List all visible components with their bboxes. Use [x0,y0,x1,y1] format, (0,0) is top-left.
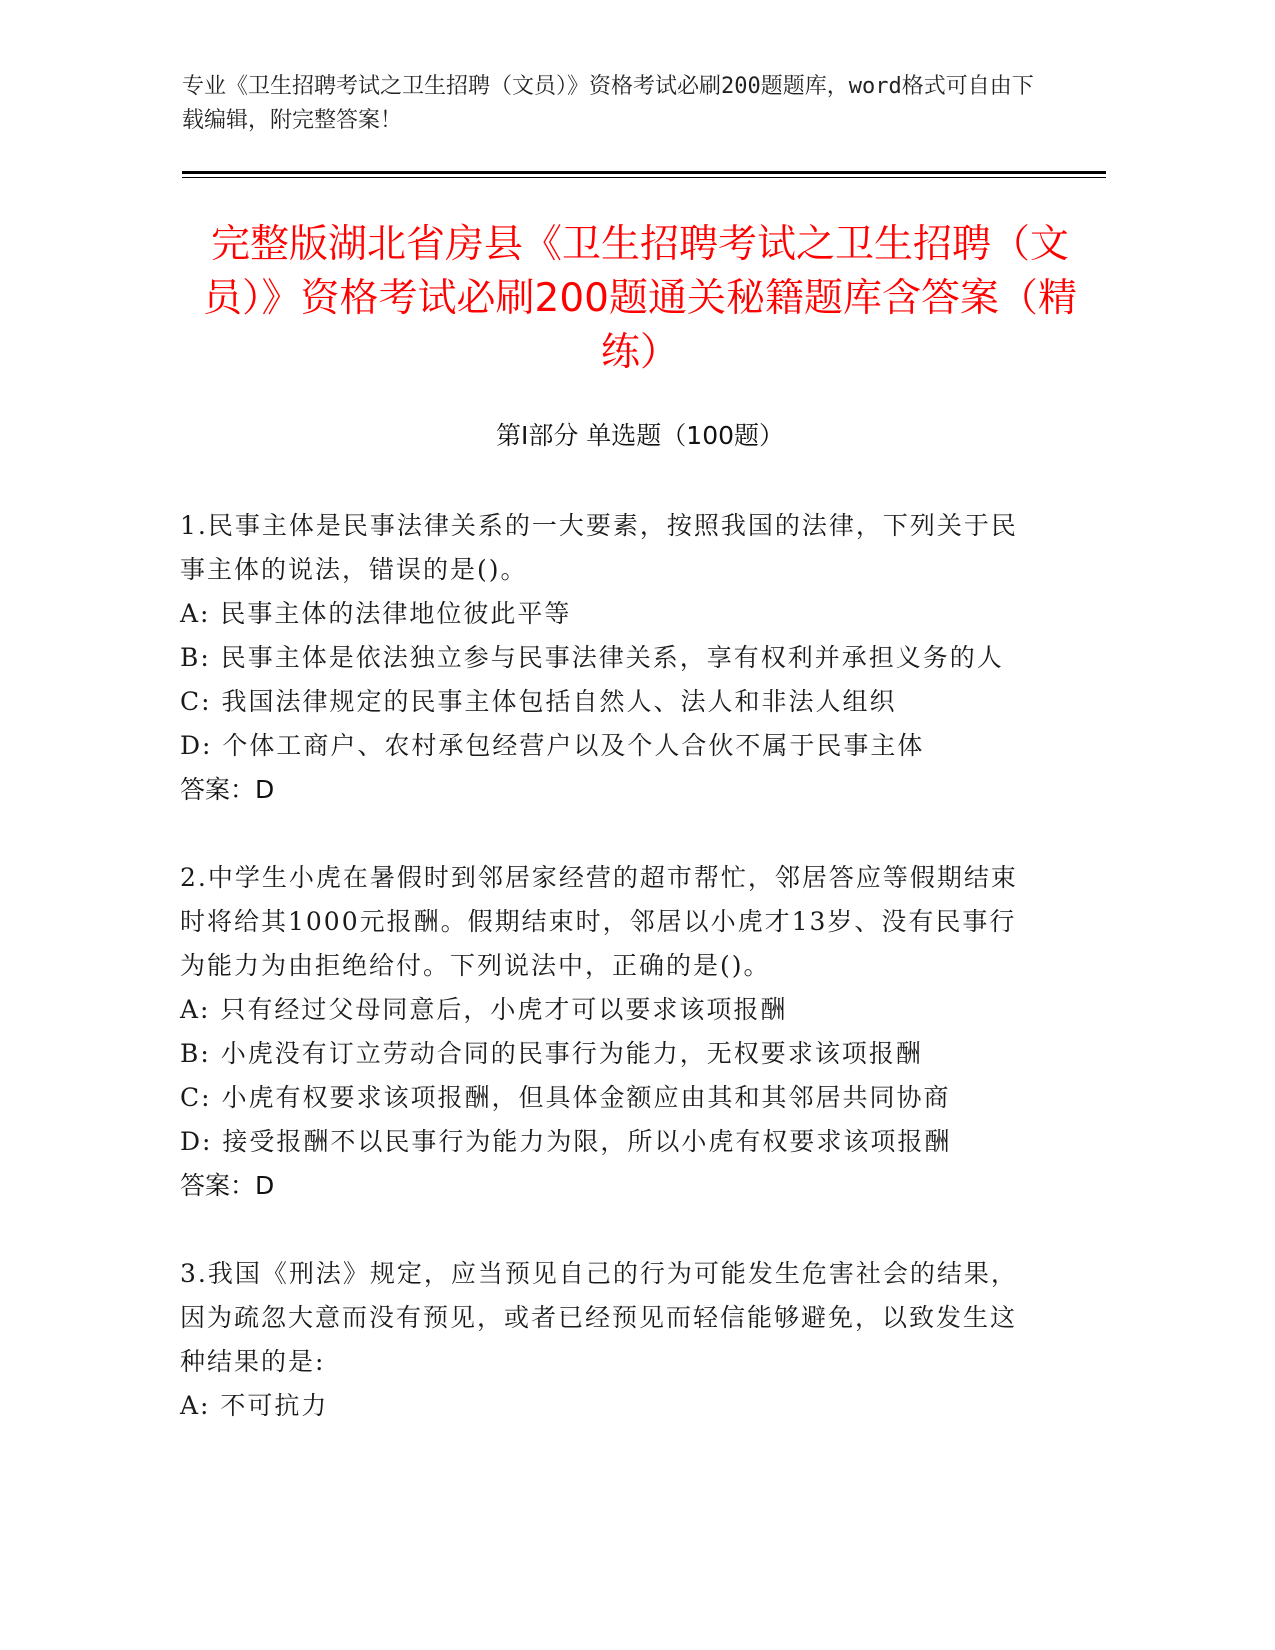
header-rule-thick [182,171,1106,174]
question-stem: 3.我国《刑法》规定，应当预见自己的行为可能发生危害社会的结果，因为疏忽大意而没有预见，或者已经预见而轻信能够避免，以致发生这种结果的是: [180,1259,1018,1376]
header-note: 专业《卫生招聘考试之卫生招聘（文员）》资格考试必刷200题题库，word格式可自由下载编辑，附完整答案！ [182,74,1034,133]
option-c: C: 小虎有权要求该项报酬，但具体金额应由其和其邻居共同协商 [180,1083,951,1112]
option-a: A: 只有经过父母同意后，小虎才可以要求该项报酬 [180,995,788,1024]
question-2 [180,856,1040,1208]
question-1 [180,504,1040,812]
option-c: C: 我国法律规定的民事主体包括自然人、法人和非法人组织 [180,687,897,716]
option-b: B: 小虎没有订立劳动合同的民事行为能力，无权要求该项报酬 [180,1039,923,1068]
option-d: D: 个体工商户、农村承包经营户以及个人合伙不属于民事主体 [180,731,925,760]
option-d: D: 接受报酬不以民事行为能力为限，所以小虎有权要求该项报酬 [180,1127,952,1156]
header-rule-thin [182,177,1106,178]
option-a: A: 不可抗力 [180,1391,329,1420]
question-3 [180,1252,1040,1428]
question-stem: 2.中学生小虎在暑假时到邻居家经营的超市帮忙，邻居答应等假期结束时将给其1000元报酬。假期结束时，邻居以小虎才13岁、没有民事行为能力为由拒绝给付。下列说法中，正确的是()。 [180,863,1018,980]
question-stem: 1.民事主体是民事法律关系的一大要素，按照我国的法律，下列关于民事主体的说法，错误的是()。 [180,511,1018,584]
answer-label: 答案：D [180,1171,275,1200]
section-heading: 第Ⅰ部分 单选题（100题） [495,421,785,450]
option-b: B: 民事主体是依法独立参与民事法律关系，享有权利并承担义务的人 [180,643,1004,672]
question-list [180,504,1040,1472]
option-a: A: 民事主体的法律地位彼此平等 [180,599,572,628]
document-title: 完整版湖北省房县《卫生招聘考试之卫生招聘（文员）》资格考试必刷200题通关秘籍题库含答案（精练） [203,222,1077,375]
answer-label: 答案：D [180,775,275,804]
